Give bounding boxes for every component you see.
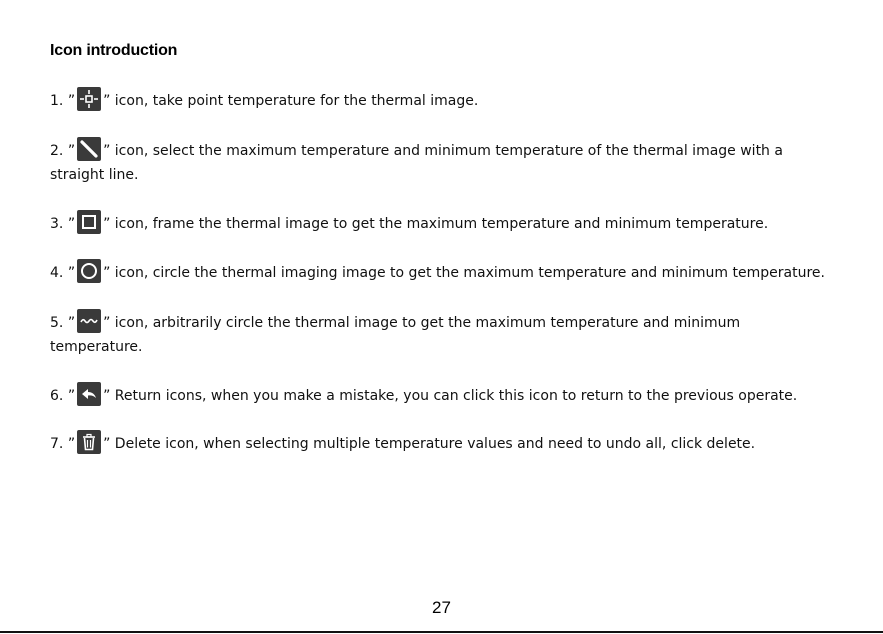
open-quote: ” bbox=[67, 436, 76, 452]
list-item-freehand bbox=[50, 311, 740, 359]
item-description-continued: straight line. bbox=[50, 167, 139, 183]
close-quote: ” bbox=[103, 315, 111, 331]
point-target-icon bbox=[77, 87, 101, 111]
trash-icon bbox=[77, 430, 101, 454]
item-description: icon, arbitrarily circle the thermal image to get the maximum temperature and minimum bbox=[114, 315, 741, 331]
list-item-line bbox=[50, 139, 783, 163]
line-icon bbox=[77, 137, 101, 161]
list-item-point bbox=[50, 89, 478, 113]
close-quote: ” bbox=[103, 436, 111, 452]
list-item-line-tool bbox=[50, 139, 783, 187]
list-item-line bbox=[50, 311, 740, 335]
section-heading: Icon introduction bbox=[50, 42, 178, 59]
freehand-icon bbox=[77, 309, 101, 333]
close-quote: ” bbox=[103, 265, 111, 281]
item-number: 4. bbox=[50, 265, 64, 281]
item-description: icon, select the maximum temperature and minimum temperature of the thermal image with a bbox=[114, 143, 783, 159]
list-item-circle bbox=[50, 261, 825, 285]
item-description: icon, frame the thermal image to get the maximum temperature and minimum temperature. bbox=[114, 216, 769, 232]
return-arrow-icon bbox=[77, 382, 101, 406]
item-description: Delete icon, when selecting multiple temperature values and need to undo all, click delete. bbox=[114, 436, 756, 452]
item-description: icon, circle the thermal imaging image to get the maximum temperature and minimum temperature. bbox=[114, 265, 825, 281]
list-item-rectangle bbox=[50, 212, 768, 236]
item-description: icon, take point temperature for the thermal image. bbox=[114, 93, 479, 109]
bottom-divider bbox=[0, 631, 883, 633]
list-item-line bbox=[50, 261, 825, 285]
item-number: 3. bbox=[50, 216, 64, 232]
item-description: Return icons, when you make a mistake, you can click this icon to return to the previous operate. bbox=[114, 388, 798, 404]
close-quote: ” bbox=[103, 216, 111, 232]
list-item-line bbox=[50, 432, 755, 456]
list-item-return bbox=[50, 384, 797, 408]
open-quote: ” bbox=[67, 315, 76, 331]
list-item-delete bbox=[50, 432, 755, 456]
open-quote: ” bbox=[67, 216, 76, 232]
close-quote: ” bbox=[103, 388, 111, 404]
open-quote: ” bbox=[67, 143, 76, 159]
close-quote: ” bbox=[103, 93, 111, 109]
open-quote: ” bbox=[67, 265, 76, 281]
item-number: 5. bbox=[50, 315, 64, 331]
item-number: 6. bbox=[50, 388, 64, 404]
open-quote: ” bbox=[67, 388, 76, 404]
list-item-line bbox=[50, 384, 797, 408]
list-item-line bbox=[50, 89, 478, 113]
item-number: 2. bbox=[50, 143, 64, 159]
circle-icon bbox=[77, 259, 101, 283]
page-number: 27 bbox=[432, 598, 451, 617]
item-number: 1. bbox=[50, 93, 64, 109]
item-number: 7. bbox=[50, 436, 64, 452]
open-quote: ” bbox=[67, 93, 76, 109]
item-description-continued: temperature. bbox=[50, 339, 143, 355]
rectangle-icon bbox=[77, 210, 101, 234]
close-quote: ” bbox=[103, 143, 111, 159]
list-item-line bbox=[50, 212, 768, 236]
